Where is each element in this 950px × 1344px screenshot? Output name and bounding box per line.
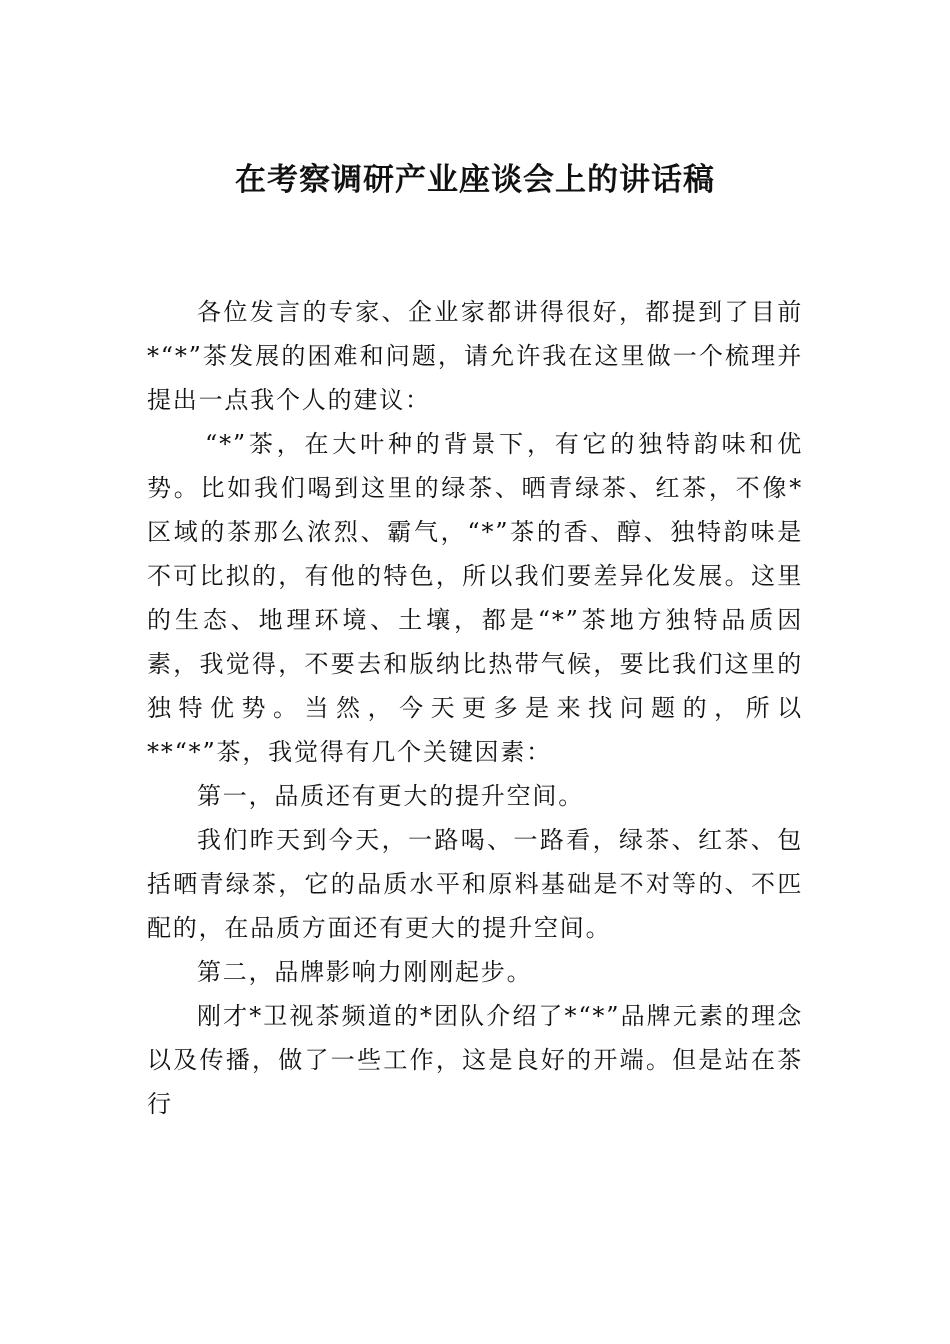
paragraph-advantages: “*”茶，在大叶种的背景下，有它的独特韵味和优势。比如我们喝到这里的绿茶、晒青绿茶、红茶，不像*区域的茶那么浓烈、霸气，“*”茶的香、醇、独特韵味是不可比拟的，有他的特色，所以我们要差异化发展。这里的生态、地理环境、土壤，都是“*”茶地方独特品质因素，我觉得，不要去和版纳比热带气候，要比我们这里的独特优势。当然，今天更多是来找问题的，所以**“*”茶，我觉得有几个关键因素： <box>147 430 803 766</box>
paragraph-intro: 各位发言的专家、企业家都讲得很好，都提到了目前*“*”茶发展的困难和问题，请允许我在这里做一个梳理并提出一点我个人的建议： <box>147 298 803 414</box>
paragraph-point-one-body: 我们昨天到今天，一路喝、一路看，绿茶、红茶、包括晒青绿茶，它的品质水平和原料基础是不对等的、不匹配的，在品质方面还有更大的提升空间。 <box>147 826 803 942</box>
paragraph-point-two-heading: 第二，品牌影响力刚刚起步。 <box>197 958 533 986</box>
paragraph-point-one-heading: 第一，品质还有更大的提升空间。 <box>197 782 584 810</box>
document-body <box>147 290 803 1126</box>
document-title: 在考察调研产业座谈会上的讲话稿 <box>235 162 715 198</box>
paragraph-point-two-body: 刚才*卫视茶频道的*团队介绍了*“*”品牌元素的理念以及传播，做了一些工作，这是良好的开端。但是站在茶行 <box>147 1002 803 1118</box>
